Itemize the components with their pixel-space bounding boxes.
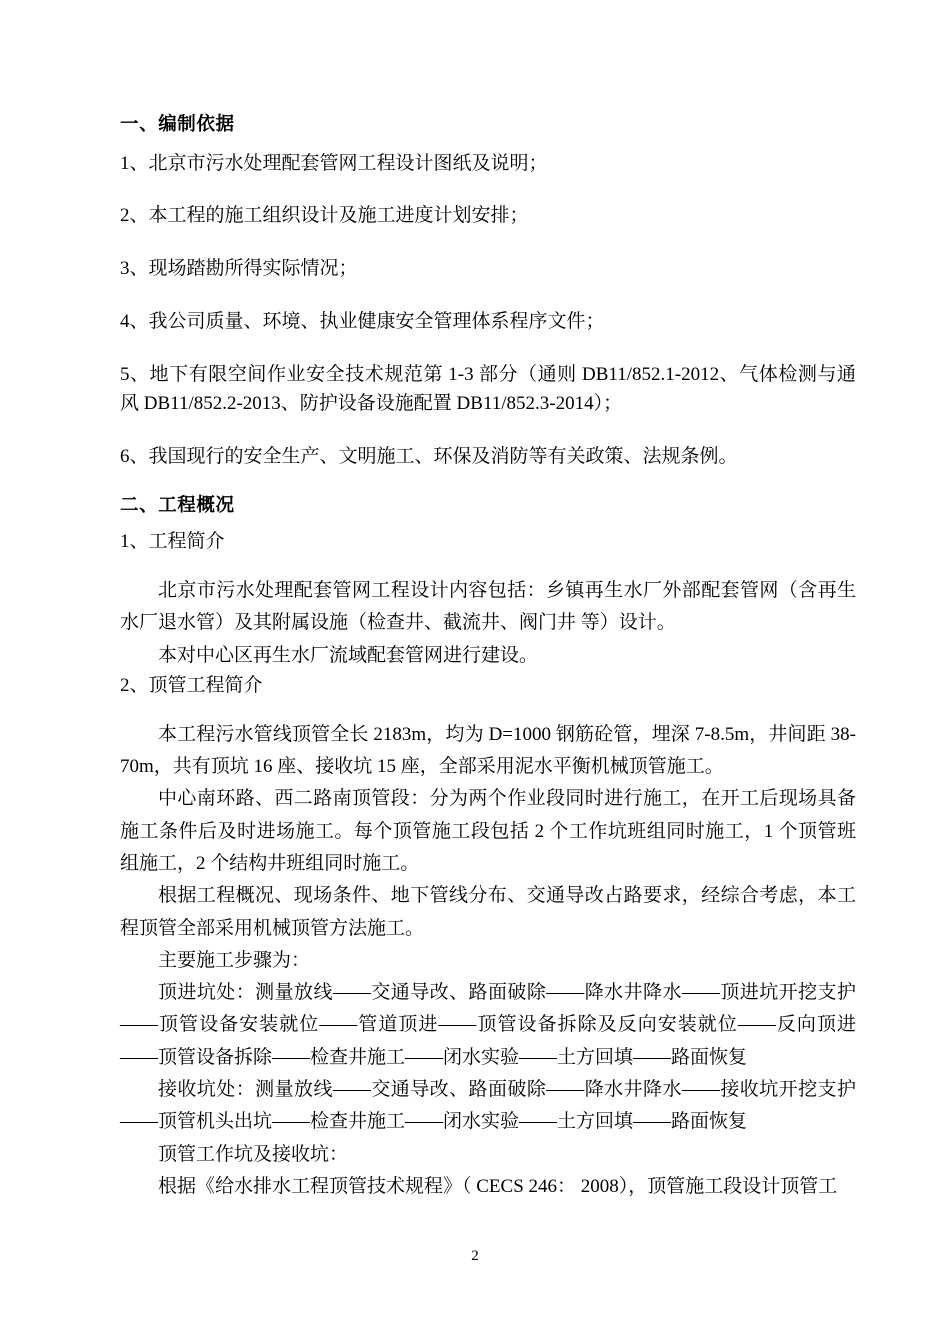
list-item: 2、本工程的施工组织设计及施工进度计划安排； <box>120 205 529 227</box>
document-body <box>120 115 856 1203</box>
page-number: 2 <box>471 1248 479 1264</box>
paragraph: 主要施工步骤为： <box>158 949 311 971</box>
paragraph: 中心南环路、西二路南顶管段：分为两个作业段同时进行施工，在开工后现场具备施工条件后及时进场施工。每个顶管施工段包括 2 个工作坑班组同时施工，1 个顶管班组施工，2 个结构井班组同时施工。 <box>120 788 856 874</box>
paragraph: 顶管工作坑及接收坑： <box>158 1143 349 1165</box>
spacer <box>120 709 856 719</box>
paragraph-jacking-pit-steps: 顶进坑处：测量放线——交通导改、路面破除——降水井降水——顶进坑开挖支护——顶管设备安装就位——管道顶进——顶管设备拆除及反向安装就位——反向顶进——顶管设备拆除——检查井施工——闭水实验——土方回填——路面恢复 <box>120 982 856 1068</box>
list-item: 5、地下有限空间作业安全技术规范第 1-3 部分（通则 DB11/852.1-2012、气体检测与通风 DB11/852.2-2013、防护设备设施配置 DB11/852.3-2014）； <box>120 364 856 414</box>
section-heading-compilation-basis: 一、编制依据 <box>120 113 235 134</box>
paragraph-receiving-pit-steps: 接收坑处：测量放线——交通导改、路面破除——降水井降水——接收坑开挖支护——顶管机头出坑——检查井施工——闭水实验——土方回填——路面恢复 <box>120 1079 856 1133</box>
list-item: 6、我国现行的安全生产、文明施工、环保及消防等有关政策、法规条例。 <box>120 445 738 467</box>
paragraph-spec-reference: 根据《给水排水工程顶管技术规程》（ CECS 246： 2008），顶管施工段设计顶管工 <box>158 1175 838 1197</box>
subsection-title-project-intro: 1、工程简介 <box>120 531 225 553</box>
paragraph: 北京市污水处理配套管网工程设计内容包括：乡镇再生水厂外部配套管网（含再生水厂退水管）及其附属设施（检查井、截流井、阀门井 等）设计。 <box>120 580 856 634</box>
list-item: 1、北京市污水处理配套管网工程设计图纸及说明； <box>120 152 548 174</box>
paragraph: 根据工程概况、现场条件、地下管线分布、交通导改占路要求，经综合考虑，本工程顶管全部采用机械顶管方法施工。 <box>120 885 856 939</box>
list-item: 4、我公司质量、环境、执业健康安全管理体系程序文件； <box>120 311 605 333</box>
list-item: 3、现场踏勘所得实际情况； <box>120 258 358 280</box>
paragraph: 本工程污水管线顶管全长 2183m，均为 D=1000 钢筋砼管，埋深 7-8.5m，井间距 38-70m，共有顶坑 16 座、接收坑 15 座，全部采用泥水平衡机械顶管施工。 <box>120 723 856 778</box>
paragraph: 本对中心区再生水厂流域配套管网进行建设。 <box>158 644 539 666</box>
section-heading-project-overview: 二、工程概况 <box>120 493 235 515</box>
subsection-title-pipe-jacking-intro: 2、顶管工程简介 <box>120 674 263 696</box>
spacer <box>120 565 856 575</box>
